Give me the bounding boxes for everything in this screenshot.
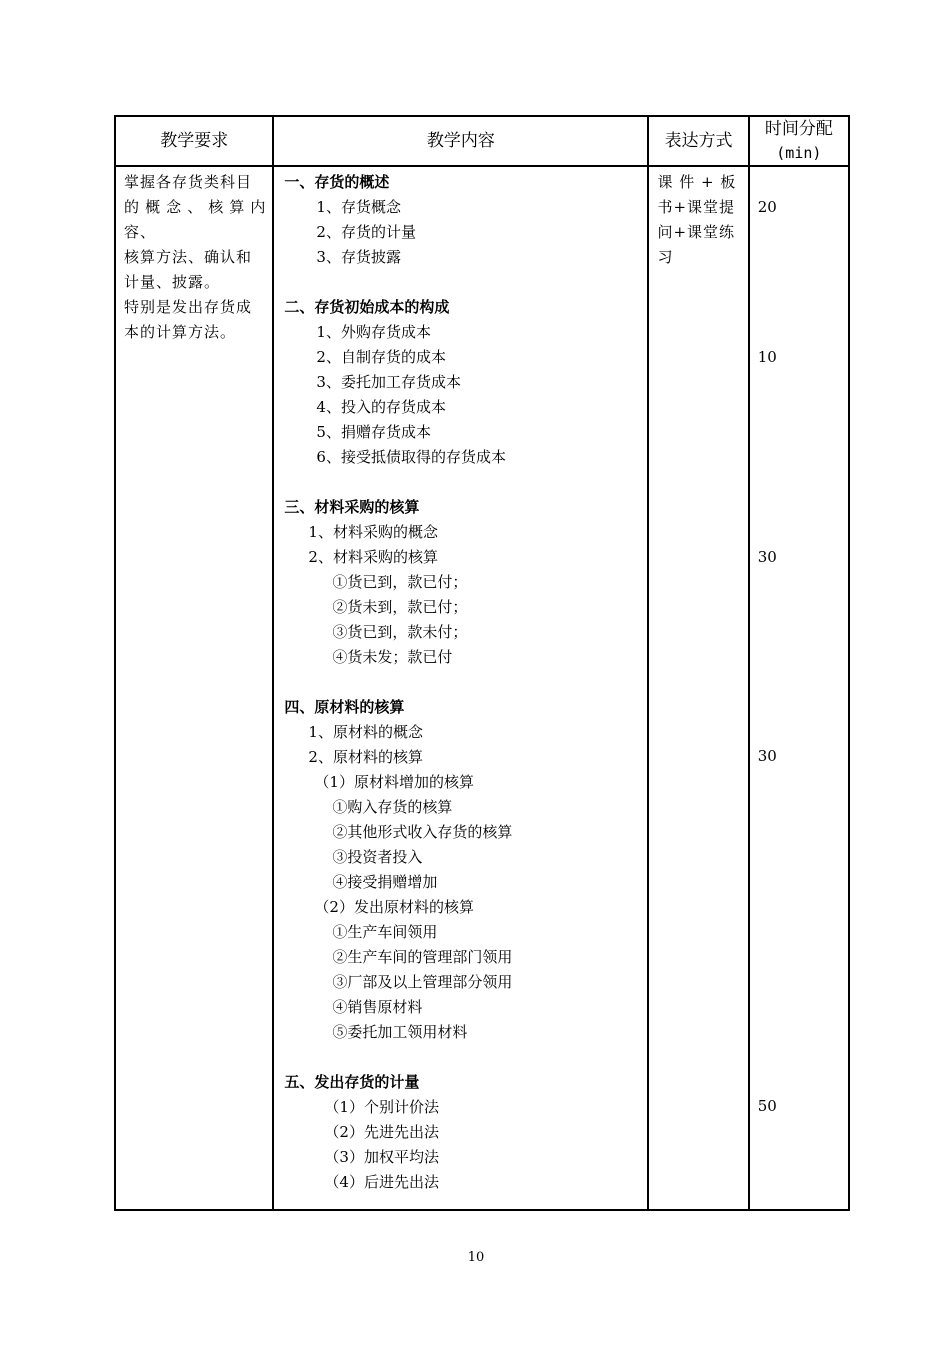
method-line: 问+课堂练	[657, 223, 736, 241]
section-subitem: ①生产车间领用	[332, 923, 438, 941]
section-title: 一、存货的概述	[284, 173, 390, 191]
section-subitem: ⑤委托加工领用材料	[332, 1023, 468, 1041]
section-subitem: ②其他形式收入存货的核算	[332, 823, 513, 841]
header-time-unit: (min)	[776, 144, 822, 162]
section-item: 4、投入的存货成本	[316, 398, 446, 416]
section-item: 1、原材料的概念	[308, 723, 423, 741]
section-item: 2、原材料的核算	[308, 748, 423, 766]
content-cell	[273, 166, 648, 1210]
requirement-line: 核算方法、确认和	[124, 248, 253, 266]
time-value-section-1: 20	[757, 198, 777, 216]
section-subitem: ①购入存货的核算	[332, 798, 453, 816]
section-title: 二、存货初始成本的构成	[284, 298, 450, 316]
section-title: 五、发出存货的计量	[284, 1073, 420, 1091]
section-item: 5、捐赠存货成本	[316, 423, 431, 441]
section-subitem: ④销售原材料	[332, 998, 423, 1016]
requirement-cell	[115, 166, 273, 1210]
header-time	[749, 116, 849, 166]
time-value-section-3: 30	[757, 548, 777, 566]
time-value-section-2: 10	[757, 348, 777, 366]
section-item: 6、接受抵债取得的存货成本	[316, 448, 506, 466]
section-subitem: ①货已到，款已付；	[332, 573, 468, 591]
section-title: 四、原材料的核算	[284, 698, 405, 716]
requirement-line: 的概念、核算内容、	[124, 198, 267, 241]
section-subitem: ④接受捐赠增加	[332, 873, 438, 891]
requirement-line: 特别是发出存货成	[124, 298, 253, 316]
section-subitem: ③投资者投入	[332, 848, 423, 866]
header-content: 教学内容	[273, 116, 648, 166]
header-method: 表达方式	[648, 116, 748, 166]
method-line: 习	[657, 248, 674, 266]
section-item: 3、委托加工存货成本	[316, 373, 461, 391]
time-value-section-5: 50	[757, 1097, 777, 1115]
section-subitem: ③厂部及以上管理部分领用	[332, 973, 513, 991]
section-item: 1、存货概念	[316, 198, 401, 216]
section-title: 三、材料采购的核算	[284, 498, 420, 516]
table-body-row	[115, 166, 849, 1210]
method-cell	[648, 166, 748, 1210]
method-line: 书+课堂提	[657, 198, 736, 216]
section-item: 1、外购存货成本	[316, 323, 431, 341]
header-time-title: 时间分配	[764, 119, 833, 139]
section-item: 2、自制存货的成本	[316, 348, 446, 366]
section-item: （3）加权平均法	[324, 1148, 439, 1166]
requirement-line: 本的计算方法。	[124, 323, 237, 341]
requirement-line: 计量、披露。	[124, 273, 221, 291]
method-line: 课 件 + 板	[657, 173, 737, 191]
section-subitem: ②货未到，款已付；	[332, 598, 468, 616]
section-subitem: ④货未发；款已付	[332, 648, 453, 666]
section-item: 2、存货的计量	[316, 223, 416, 241]
section-item: （2）先进先出法	[324, 1123, 439, 1141]
time-cell	[749, 166, 849, 1210]
section-subitem: ③货已到，款未付；	[332, 623, 468, 641]
table-header-row	[115, 116, 849, 166]
section-item: 2、材料采购的核算	[308, 548, 438, 566]
section-item: （1）个别计价法	[324, 1098, 439, 1116]
section-item: 1、材料采购的概念	[308, 523, 438, 541]
requirement-line: 掌握各存货类科目	[124, 173, 253, 191]
subsection-title: （2）发出原材料的核算	[314, 898, 474, 916]
section-item: 3、存货披露	[316, 248, 401, 266]
header-requirement: 教学要求	[115, 116, 273, 166]
time-value-section-4: 30	[757, 747, 777, 765]
section-item: （4）后进先出法	[324, 1173, 439, 1191]
subsection-title: （1）原材料增加的核算	[314, 773, 474, 791]
lesson-plan-table	[114, 115, 850, 1211]
section-subitem: ②生产车间的管理部门领用	[332, 948, 513, 966]
page-number: 10	[467, 1250, 485, 1265]
